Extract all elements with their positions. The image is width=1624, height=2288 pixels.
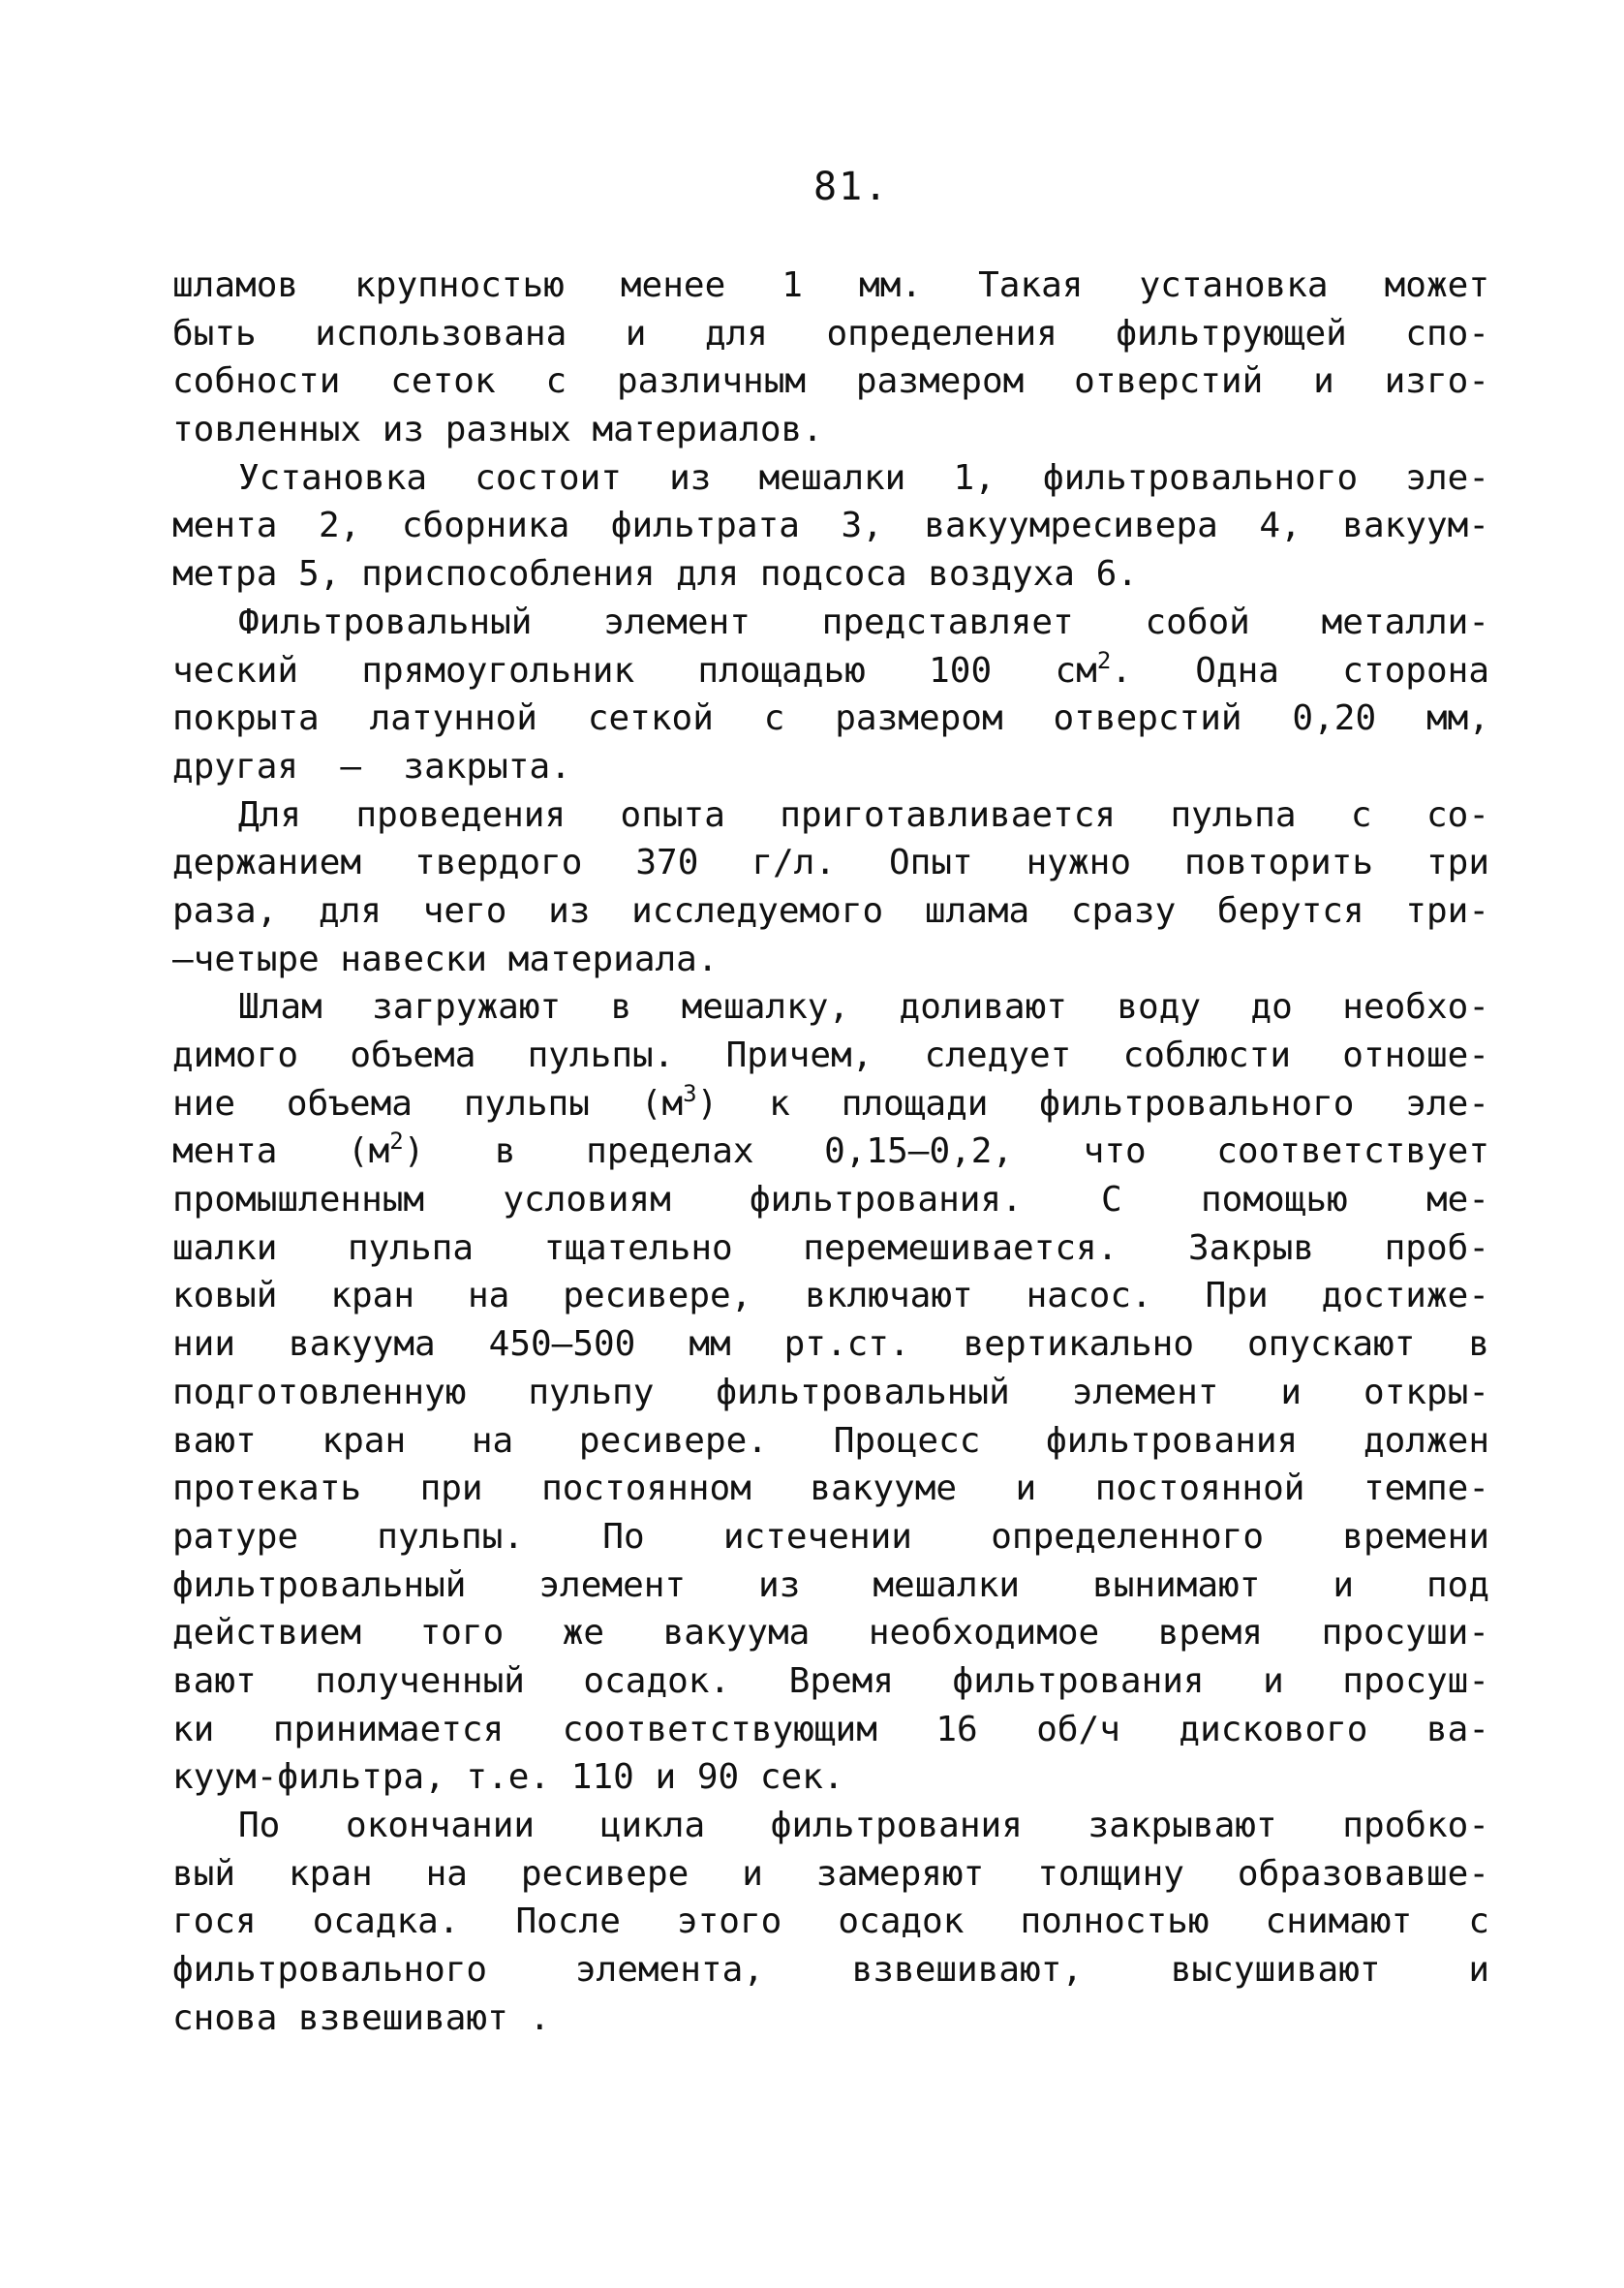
text-line: фильтровального элемента, взвешивают, высушивают и [172,1950,1489,1991]
text-line [172,1128,1489,1176]
text-line: димого объема пульпы. Причем, следует соблюсти отноше- [172,1036,1489,1075]
superscript: 2 [389,1128,404,1156]
text-line: покрыта латунной сеткой с размером отверстий 0,20 мм, [172,698,1489,739]
text-line: ки принимается соответствующим 16 об/ч дискового ва- [172,1709,1489,1749]
text-line: вают кран на ресивере. Процесс фильтрования должен [172,1420,1489,1461]
text-line: шламов крупностью менее 1 мм. Такая установка может [172,265,1489,305]
text-line: подготовленную пульпу фильтровальный элемент и откры- [172,1372,1489,1412]
text-line: фильтровальный элемент из мешалки вынимают и под [172,1564,1489,1605]
text-segment: ) к площади фильтровального эле- [696,1083,1489,1124]
text-line: По окончании цикла фильтрования закрывают пробко- [238,1806,1489,1845]
text-line: Для проведения опыта приготавливается пульпа с со- [238,794,1489,835]
text-line: быть использована и для определения фильтрующей спо- [172,313,1489,354]
text-segment: ) в пределах 0,15–0,2, что соответствует [403,1131,1490,1172]
text-line [172,1080,1489,1129]
text-line: действием того же вакуума необходимое время просуши- [172,1613,1489,1654]
text-segment: . Одна сторона [1111,650,1489,691]
body-text [172,262,1489,2042]
text-line: промышленным условиям фильтрования. С помощью ме- [172,1180,1489,1221]
text-line: другая – закрыта. [172,746,571,787]
text-line: гося осадка. После этого осадок полностью снимают с [172,1902,1489,1942]
text-line: снова взвешивают . [172,1997,551,2038]
text-line: протекать при постоянном вакууме и постоянной темпе- [172,1469,1489,1509]
text-line: –четыре навески материала. [172,939,719,979]
text-line: нии вакуума 450–500 мм рт.ст. вертикально опускают в [172,1324,1489,1365]
superscript: 2 [1096,646,1112,674]
text-line: Установка состоит из мешалки 1, фильтровального эле- [238,457,1489,498]
text-line: метра 5, приспособления для подсоса воздуха 6. [172,554,1138,595]
text-line: держанием твердого 370 г/л. Опыт нужно повторить три [172,843,1489,883]
text-line: Фильтровальный элемент представляет собой металли- [238,602,1489,642]
text-line: Шлам загружают в мешалку, доливают воду до необхо- [238,987,1489,1028]
text-line: раза, для чего из исследуемого шлама сразу берутся три- [172,890,1489,931]
text-line: шалки пульпа тщательно перемешивается. Закрыв проб- [172,1227,1489,1268]
text-line: ковый кран на ресивере, включают насос. При достиже- [172,1276,1489,1316]
text-line [172,647,1489,696]
text-line: куум-фильтра, т.е. 110 и 90 сек. [172,1757,844,1798]
text-segment: ние объема пульпы (м [172,1083,684,1124]
text-line: мента 2, сборника фильтрата 3, вакуумресивера 4, вакуум- [172,506,1489,546]
text-line: вый кран на ресивере и замеряют толщину образовавше- [172,1853,1489,1894]
page-number: 81. [813,165,890,209]
text-line: собности сеток с различным размером отверстий и изго- [172,361,1489,402]
text-line: товленных из разных материалов. [172,410,823,450]
text-line: ратуре пульпы. По истечении определенного времени [172,1516,1489,1557]
superscript: 3 [683,1079,697,1107]
text-segment: мента (м [172,1131,390,1172]
text-segment: ческий прямоугольник площадью 100 см [172,650,1097,691]
text-line: вают полученный осадок. Время фильтрования и просуш- [172,1660,1489,1701]
